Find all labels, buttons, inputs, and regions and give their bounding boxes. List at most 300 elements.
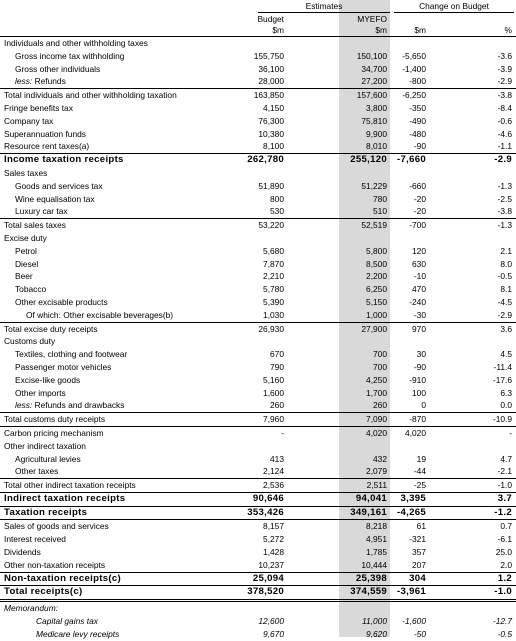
change-percent: 4.5 <box>500 349 512 360</box>
change-value: -700 <box>409 220 426 231</box>
row-label <box>15 245 37 258</box>
change-percent: -1.1 <box>497 141 512 152</box>
header-column-row <box>0 13 516 24</box>
row-label <box>4 573 121 586</box>
myefo-value: 8,500 <box>366 258 387 269</box>
table-row <box>0 519 516 533</box>
myefo-header: MYEFO <box>357 14 387 24</box>
myefo-value: 2,200 <box>366 271 387 282</box>
row-label-text: Other excisable products <box>15 296 108 307</box>
budget-value: 10,237 <box>258 559 284 570</box>
budget-value: 10,380 <box>258 128 284 139</box>
row-label-text: Superannuation funds <box>4 128 86 139</box>
myefo-value: 4,951 <box>366 534 387 545</box>
row-label <box>15 374 80 387</box>
table-row <box>0 88 516 102</box>
change-percent: 0.7 <box>500 521 512 532</box>
row-label-text: Individuals and other withholding taxes <box>4 38 148 48</box>
change-value: 970 <box>412 323 426 334</box>
row-label-text: Capital gains tax <box>36 616 98 627</box>
myefo-value: 7,090 <box>366 414 387 425</box>
row-label <box>15 361 111 374</box>
myefo-value: 5,150 <box>366 296 387 307</box>
budget-value: 670 <box>270 349 284 360</box>
row-label <box>4 167 47 180</box>
row-label-text: Taxation receipts <box>4 506 88 518</box>
myefo-value: 1,000 <box>366 309 387 320</box>
row-label-text: Refunds <box>34 76 66 87</box>
change-percent: -3.8 <box>497 206 512 217</box>
budget-value: 25,094 <box>252 572 284 584</box>
myefo-value: 25,398 <box>355 572 387 584</box>
budget-unit: $m <box>272 25 284 35</box>
budget-value: 5,272 <box>263 534 284 545</box>
change-percent: -17.6 <box>492 374 512 385</box>
budget-value: 2,536 <box>263 480 284 491</box>
myefo-value: 5,800 <box>366 245 387 256</box>
row-label-text: Memorandum: <box>4 603 58 614</box>
myefo-value: 6,250 <box>366 284 387 295</box>
budget-value: 90,646 <box>252 492 284 504</box>
change-value: 207 <box>412 559 426 570</box>
change-percent: 0.0 <box>500 400 512 411</box>
budget-value: 53,220 <box>258 220 284 231</box>
myefo-value: 11,000 <box>362 616 387 627</box>
row-label-text: Excise-like goods <box>15 374 81 385</box>
row-label <box>15 296 108 309</box>
budget-value: 790 <box>270 361 284 372</box>
row-label <box>4 520 109 533</box>
change-value: -90 <box>413 141 426 152</box>
change-percent: -1.3 <box>497 180 512 191</box>
table-row <box>0 245 516 258</box>
myefo-value: 150,100 <box>356 50 387 61</box>
budget-value: 413 <box>270 453 284 464</box>
change-value: -50 <box>413 628 426 639</box>
row-label <box>4 232 47 245</box>
change-percent: -10.9 <box>492 414 512 425</box>
myefo-value: 510 <box>373 206 387 217</box>
change-percent: -2.9 <box>497 76 512 87</box>
table-row <box>0 399 516 412</box>
row-label <box>4 427 104 440</box>
change-value: 19 <box>416 453 426 464</box>
budget-value: 12,600 <box>258 616 284 627</box>
change-value: -90 <box>413 361 426 372</box>
budget-value: 262,780 <box>247 154 284 166</box>
row-label-prefix: less: <box>15 400 33 411</box>
row-label-text: Gross income tax withholding <box>15 50 125 61</box>
row-label <box>15 50 124 63</box>
change-percent: -2.1 <box>497 466 512 477</box>
table-row <box>0 426 516 440</box>
myefo-value: 1,785 <box>366 547 387 558</box>
myefo-value: 2,511 <box>366 480 387 491</box>
change-value: -350 <box>409 102 426 113</box>
table-row <box>0 628 516 641</box>
budget-value: 260 <box>270 400 284 411</box>
row-label-text: Resource rent taxes(a) <box>4 141 90 152</box>
table-row <box>0 102 516 115</box>
row-label <box>4 140 89 153</box>
change-unit: $m <box>414 25 426 35</box>
change-value: -910 <box>409 374 426 385</box>
change-percent: -1.2 <box>494 506 512 518</box>
row-label <box>4 128 86 141</box>
row-label-text: Indirect taxation receipts <box>4 492 126 504</box>
budget-value: 1,428 <box>263 547 284 558</box>
budget-value: 1,600 <box>263 387 284 398</box>
table-body <box>0 37 516 641</box>
table-row <box>0 258 516 271</box>
change-percent: -1.0 <box>494 586 512 598</box>
row-label-text: Wine equalisation tax <box>15 193 95 204</box>
table-row <box>0 602 516 615</box>
row-label <box>15 258 38 271</box>
row-label <box>4 413 105 426</box>
budget-value: 76,300 <box>258 115 284 126</box>
row-label <box>4 507 87 520</box>
row-label <box>4 493 125 506</box>
change-value: 357 <box>412 547 426 558</box>
change-value: 100 <box>412 387 426 398</box>
table-row <box>0 559 516 572</box>
row-label <box>36 628 119 641</box>
row-label-text: Carbon pricing mechanism <box>4 427 104 438</box>
change-percent: -11.4 <box>493 361 512 372</box>
table-row <box>0 128 516 141</box>
change-percent: 3.7 <box>497 492 512 504</box>
change-value: -20 <box>413 206 426 217</box>
table-row <box>0 232 516 245</box>
change-value: -1,600 <box>402 616 426 627</box>
row-label-text: Other non-taxation receipts <box>4 559 106 570</box>
myefo-value: 94,041 <box>355 492 387 504</box>
row-label <box>4 479 136 492</box>
row-label <box>15 348 127 361</box>
budget-value: - <box>281 427 284 438</box>
row-label <box>4 154 124 167</box>
row-label <box>4 219 66 232</box>
budget-value: 7,870 <box>263 258 284 269</box>
change-value: -4,265 <box>396 506 426 518</box>
budget-value: 378,520 <box>247 586 284 598</box>
row-label-text: Of which: Other excisable beverages(b) <box>26 309 174 320</box>
table-row <box>0 492 516 506</box>
budget-value: 28,000 <box>258 76 284 87</box>
myefo-value: 349,161 <box>350 506 387 518</box>
myefo-value: 432 <box>373 453 387 464</box>
table-row <box>0 361 516 374</box>
change-percent: -4.6 <box>497 128 512 139</box>
change-on-budget-header: Change on Budget <box>419 1 489 11</box>
table-row <box>0 412 516 426</box>
budget-value: 5,780 <box>263 284 284 295</box>
row-label-text: Total excise duty receipts <box>4 323 98 334</box>
percent-unit: % <box>504 25 512 35</box>
table-row <box>0 453 516 466</box>
table-row <box>0 387 516 400</box>
table-row <box>0 115 516 128</box>
table-row <box>0 218 516 232</box>
myefo-value: 260 <box>373 400 387 411</box>
budget-value: 9,670 <box>263 628 284 639</box>
change-value: 30 <box>416 349 426 360</box>
row-label-text: Non-taxation receipts(c) <box>4 572 122 584</box>
myefo-value: 8,218 <box>366 521 387 532</box>
myefo-value: 27,200 <box>361 76 387 87</box>
change-percent: -1.3 <box>497 220 512 231</box>
row-label <box>15 180 103 193</box>
row-label <box>4 440 86 453</box>
myefo-value: 700 <box>373 349 387 360</box>
budget-value: 8,157 <box>263 521 284 532</box>
myefo-value: 157,600 <box>356 90 387 101</box>
change-percent: 2.0 <box>500 559 512 570</box>
change-value: -20 <box>413 193 426 204</box>
table-row <box>0 283 516 296</box>
myefo-value: 4,020 <box>366 427 387 438</box>
row-label-text: Textiles, clothing and footwear <box>15 349 128 360</box>
row-label-text: Fringe benefits tax <box>4 102 73 113</box>
row-label-text: Passenger motor vehicles <box>15 361 112 372</box>
table-row <box>0 335 516 348</box>
change-value: 470 <box>412 284 426 295</box>
change-percent: -2.9 <box>494 154 512 166</box>
budget-value: 163,850 <box>253 90 284 101</box>
myefo-value: 9,900 <box>366 128 387 139</box>
row-label <box>4 559 105 572</box>
change-percent: 25.0 <box>495 547 512 558</box>
row-label-text: Total other indirect taxation receipts <box>4 480 136 491</box>
myefo-value: 10,444 <box>361 559 387 570</box>
myefo-value: 1,700 <box>366 387 387 398</box>
row-label-text: Company tax <box>4 115 54 126</box>
budget-value: 5,160 <box>263 374 284 385</box>
change-value: -25 <box>413 480 426 491</box>
row-label <box>15 453 81 466</box>
change-percent: 8.1 <box>500 284 512 295</box>
change-value: -44 <box>413 466 426 477</box>
myefo-value: 27,900 <box>361 323 387 334</box>
row-label-text: Tobacco <box>15 284 47 295</box>
budget-value: 5,680 <box>263 245 284 256</box>
change-value: -10 <box>413 271 426 282</box>
row-label-text: Dividends <box>4 547 41 558</box>
change-percent: -3.6 <box>497 50 512 61</box>
row-label-text: Petrol <box>15 245 37 256</box>
change-value: -800 <box>409 76 426 87</box>
row-label <box>4 102 73 115</box>
budget-value: 4,150 <box>263 102 284 113</box>
estimates-header: Estimates <box>305 1 343 11</box>
change-percent: 8.0 <box>500 258 512 269</box>
myefo-value: 9,620 <box>366 628 387 639</box>
myefo-value: 8,010 <box>366 141 387 152</box>
table-row <box>0 374 516 387</box>
table-row <box>0 533 516 546</box>
change-percent: -2.5 <box>497 193 512 204</box>
row-label-text: Total sales taxes <box>4 220 66 231</box>
budget-value: 8,100 <box>263 141 284 152</box>
change-value: -5,650 <box>402 50 426 61</box>
change-value: 304 <box>409 572 426 584</box>
change-value: -870 <box>409 414 426 425</box>
change-percent: -2.9 <box>497 309 512 320</box>
budget-value: 155,750 <box>253 50 284 61</box>
row-label-text: Refunds and drawbacks <box>34 400 125 411</box>
row-label-text: Gross other individuals <box>15 63 101 74</box>
table-row <box>0 140 516 153</box>
table-row <box>0 478 516 492</box>
row-label <box>15 270 33 283</box>
change-value: -480 <box>409 128 426 139</box>
myefo-value: 3,800 <box>366 102 387 113</box>
row-label <box>4 546 41 559</box>
myefo-unit: $m <box>375 25 387 35</box>
table-row <box>0 193 516 206</box>
row-label <box>26 309 173 322</box>
table-row <box>0 153 516 167</box>
myefo-value: 52,519 <box>361 220 387 231</box>
budget-value: 5,390 <box>263 296 284 307</box>
row-label-text: Sales of goods and services <box>4 521 109 532</box>
row-label <box>15 63 100 76</box>
change-value: 3,395 <box>400 492 426 504</box>
row-label <box>4 37 148 50</box>
change-percent: -4.5 <box>497 296 512 307</box>
row-label-text: Total individuals and other withholding taxation <box>4 90 177 101</box>
change-value: -490 <box>409 115 426 126</box>
change-value: -240 <box>409 296 426 307</box>
change-percent: -6.1 <box>497 534 512 545</box>
change-percent: -1.0 <box>497 480 512 491</box>
budget-header: Budget <box>257 14 284 24</box>
change-percent: 1.2 <box>497 572 512 584</box>
row-label-text: Other imports <box>15 387 66 398</box>
row-label-text: Other indirect taxation <box>4 440 86 451</box>
row-label <box>15 399 124 412</box>
myefo-value: 75,810 <box>361 115 387 126</box>
row-label-text: Total customs duty receipts <box>4 414 106 425</box>
table-row <box>0 180 516 193</box>
change-percent: -0.5 <box>497 271 512 282</box>
change-value: -1,400 <box>402 63 426 74</box>
myefo-value: 51,229 <box>361 180 387 191</box>
budget-value: 353,426 <box>247 506 284 518</box>
row-label-text: Total receipts(c) <box>4 586 83 598</box>
header-unit-row <box>0 24 516 37</box>
row-label <box>4 586 83 599</box>
table-row <box>0 309 516 322</box>
change-percent: -8.4 <box>497 102 512 113</box>
change-value: 120 <box>412 245 426 256</box>
table-row <box>0 322 516 336</box>
row-label-text: Excise duty <box>4 232 47 243</box>
row-label <box>15 205 68 218</box>
table-row <box>0 50 516 63</box>
change-percent: 4.7 <box>500 453 512 464</box>
row-label <box>15 387 66 400</box>
myefo-value: 700 <box>373 361 387 372</box>
budget-value: 1,030 <box>263 309 284 320</box>
row-label <box>4 323 98 336</box>
myefo-value: 2,079 <box>366 466 387 477</box>
change-percent: 2.1 <box>500 245 512 256</box>
budget-value: 530 <box>270 206 284 217</box>
change-value: -3,961 <box>396 586 426 598</box>
change-percent: -0.5 <box>497 628 512 639</box>
row-label-text: Sales taxes <box>4 167 48 178</box>
change-value: -6,250 <box>402 90 426 101</box>
header-group-row <box>0 0 516 13</box>
row-label-text: Beer <box>15 271 33 282</box>
row-label <box>15 283 46 296</box>
row-label-text: Customs duty <box>4 336 56 347</box>
table-row <box>0 572 516 586</box>
table-row <box>0 506 516 520</box>
myefo-value: 374,559 <box>350 586 387 598</box>
change-percent: 6.3 <box>500 387 512 398</box>
row-label-prefix: less: <box>15 76 33 87</box>
change-value: 4,020 <box>405 427 426 438</box>
myefo-value: 780 <box>373 193 387 204</box>
table-row <box>0 585 516 602</box>
change-value: -7,660 <box>396 154 426 166</box>
row-label-text: Goods and services tax <box>15 180 103 191</box>
budget-value: 26,930 <box>258 323 284 334</box>
row-label-text: Income taxation receipts <box>4 154 124 166</box>
myefo-value: 34,700 <box>361 63 387 74</box>
row-label-text: Medicare levy receipts <box>36 628 120 639</box>
budget-value: 800 <box>270 193 284 204</box>
budget-value: 7,960 <box>263 414 284 425</box>
row-label-text: Diesel <box>15 258 39 269</box>
change-percent: - <box>509 427 512 438</box>
row-label <box>4 602 58 615</box>
row-label <box>15 465 58 478</box>
table-row <box>0 75 516 88</box>
change-value: 61 <box>416 521 426 532</box>
change-percent: -3.9 <box>497 63 512 74</box>
table-row <box>0 546 516 559</box>
change-value: -660 <box>409 180 426 191</box>
change-value: -321 <box>409 534 426 545</box>
row-label-text: Luxury car tax <box>15 206 68 217</box>
budget-value: 51,890 <box>258 180 284 191</box>
table-row <box>0 465 516 478</box>
table-row <box>0 296 516 309</box>
row-label <box>36 615 98 628</box>
table-row <box>0 615 516 628</box>
row-label <box>15 193 95 206</box>
myefo-value: 4,250 <box>366 374 387 385</box>
row-label <box>4 89 177 102</box>
change-percent: -3.8 <box>497 90 512 101</box>
row-label-text: Agricultural levies <box>15 453 81 464</box>
change-percent: -12.7 <box>492 616 512 627</box>
budget-value: 2,124 <box>263 466 284 477</box>
row-label-text: Interest received <box>4 534 66 545</box>
change-value: -30 <box>413 309 426 320</box>
change-value: 0 <box>421 400 426 411</box>
budget-value: 2,210 <box>263 271 284 282</box>
change-percent: 3.6 <box>500 323 512 334</box>
row-label <box>15 75 66 88</box>
table-row <box>0 63 516 76</box>
row-label <box>4 335 55 348</box>
row-label <box>4 115 53 128</box>
